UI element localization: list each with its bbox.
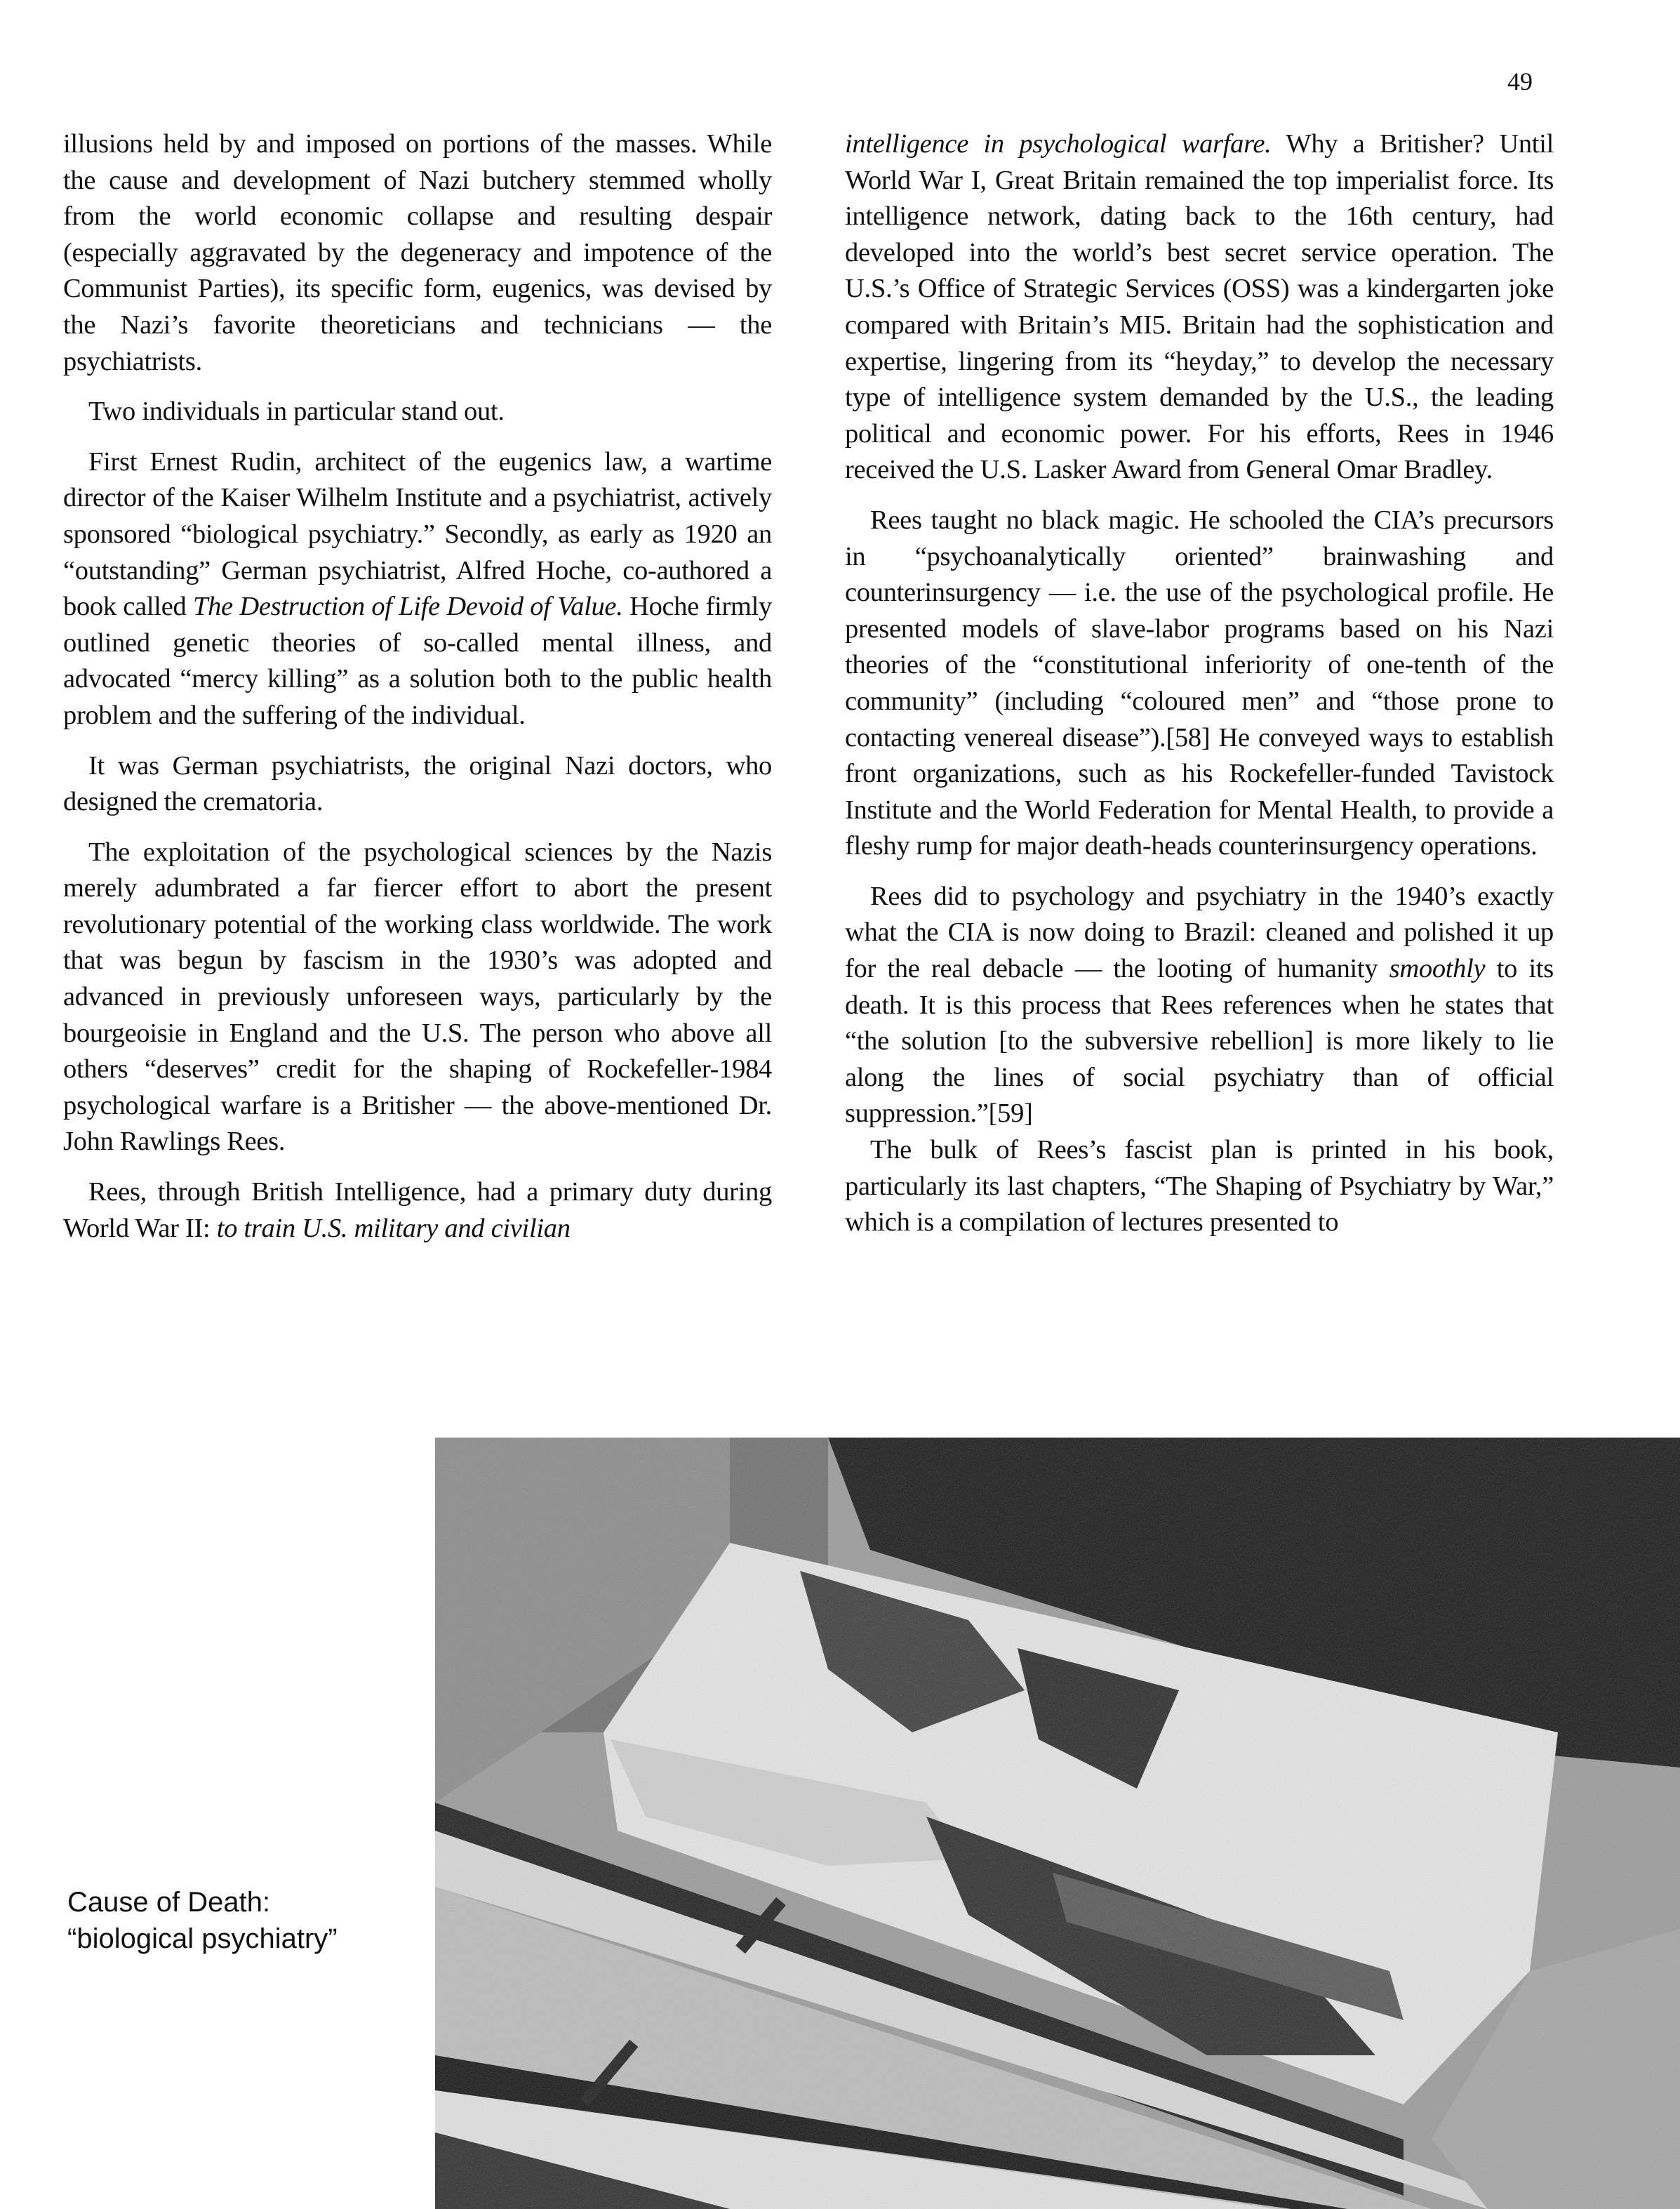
paragraph: illusions held by and imposed on portions of the masses. While the cause and development of Nazi butchery stemmed wholly from the world economic collapse and resulting despair (especially aggravated by the degeneracy and impotence of the Communist Parties), its specific form, eugenics, was devised by the Nazi’s favorite theoreticians and technicians — the psychiatrists. [63, 129, 772, 376]
right-column [845, 126, 1554, 1241]
text-run: First Ernest Rudin, architect of the eugenics law, a wartime director of the Kaiser Wilhelm Institute and a psychiatrist, actively sponsored “biological psychiatry.” Secondly, as early as 1920 an “outstanding” German psychiatrist, Alfred Hoche, co-authored a book called [63, 446, 772, 622]
caption-line: “biological psychiatry” [67, 1923, 338, 1954]
text-run: Why a Britisher? Until World War I, Great Britain remained the top imperialist force. Its intelligence network, dating back to the 16th century, had developed into the world’s best secret service operation. The U.S.’s Office of Strategic Services (OSS) was a kindergarten joke compared with Britain’s MI5. Britain had the sophistication and expertise, lingering from its “heyday,” to develop the necessary type of intelligence system demanded by the U.S., the leading political and economic power. For his efforts, Rees in 1946 received the U.S. Lasker Award from General Omar Bradley. [845, 129, 1554, 485]
crematorium-photo [435, 1438, 1680, 2209]
paragraph: The exploitation of the psychological sciences by the Nazis merely adumbrated a far fiercer effort to abort the present revolutionary potential of the working class worldwide. The work that was begun by fascism in the 1930’s was adopted and advanced in previously unforeseen ways, particularly by the bourgeoisie in England and the U.S. The person who above all others “deserves” credit for the shaping of Rockefeller-1984 psychological warfare is a Britisher — the above-mentioned Dr. John Rawlings Rees. [63, 837, 772, 1157]
figure-caption [67, 1884, 338, 1957]
page-number: 49 [1507, 67, 1533, 95]
text-run: Rees did to psychology and psychiatry in the 1940’s exactly what the CIA is now doing to Brazil: cleaned and polished it up for the real debacle — the looting of humanity [845, 881, 1554, 984]
text-run: Hoche firmly outlined genetic theories of so-called mental illness, and advocated “mercy killing” as a solution both to the public health problem and the suffering of the individual. [63, 592, 772, 730]
paragraph [63, 444, 772, 734]
caption-line: Cause of Death: [67, 1887, 271, 1918]
paragraph [63, 1174, 772, 1247]
photo-illustration [435, 1438, 1680, 2209]
emphasis: intelligence in psychological warfare. [845, 129, 1272, 159]
paragraph [845, 126, 1554, 489]
paragraph: The bulk of Rees’s fascist plan is printed in his book, particularly its last chapters, “The Shaping of Psychiatry by War,” which is a compilation of lectures presented to [845, 1135, 1554, 1238]
paragraph: Two individuals in particular stand out. [88, 397, 505, 427]
text-run: Rees, through British Intelligence, had a primary duty during World War II: [63, 1177, 772, 1243]
book-title: The Destruction of Life Devoid of Value. [192, 592, 623, 622]
paragraph: It was German psychiatrists, the original Nazi doctors, who designed the crematoria. [63, 750, 772, 817]
paragraph: Rees taught no black magic. He schooled the CIA’s precursors in “psychoanalytically oriented” brainwashing and counterinsurgency — i.e. the use of the psychological profile. He presented models of slave-labor programs based on his Nazi theories of the “constitutional inferiority of one-tenth of the community” (including “coloured men” and “those prone to contacting venereal disease”).[58] He conveyed ways to establish front organizations, such as his Rockefeller-funded Tavistock Institute and the World Federation for Mental Health, to provide a fleshy rump for major death-heads counterinsurgency operations. [845, 505, 1554, 861]
emphasis: to train U.S. military and civilian [216, 1213, 571, 1243]
left-column [63, 126, 772, 1247]
text-run: to its death. It is this process that Rees references when he states that “the solution [to the subversive rebellion] is more likely to lie along the lines of social psychiatry than of official suppression.”[59] [845, 954, 1554, 1129]
paragraph [845, 879, 1554, 1132]
emphasis: smoothly [1389, 954, 1486, 984]
